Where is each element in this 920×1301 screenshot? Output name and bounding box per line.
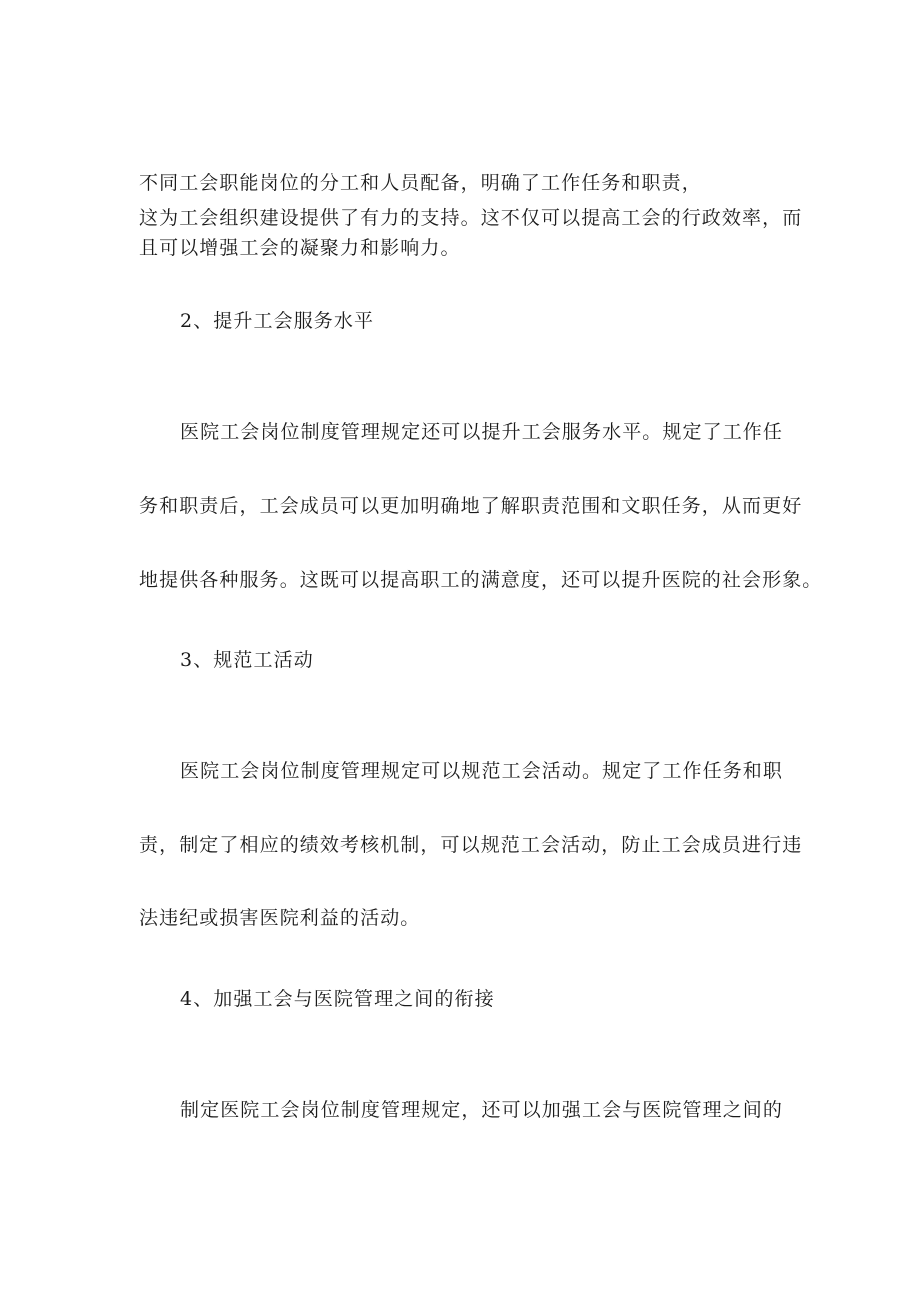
- paragraph-line: 地提供各种服务。这既可以提高职工的满意度，还可以提升医院的社会形象。: [139, 569, 823, 591]
- paragraph-line: 医院工会岗位制度管理规定可以规范工会活动。规定了工作任务和职: [180, 760, 784, 782]
- paragraph-line: 医院工会岗位制度管理规定还可以提升工会服务水平。规定了工作任: [180, 421, 784, 443]
- paragraph-line: 责，制定了相应的绩效考核机制，可以规范工会活动，防止工会成员进行违: [139, 834, 803, 856]
- section-heading-4: 4、加强工会与医院管理之间的衔接: [180, 988, 495, 1010]
- paragraph-line: 制定医院工会岗位制度管理规定，还可以加强工会与医院管理之间的: [180, 1099, 784, 1121]
- paragraph-line: 法违纪或损害医院利益的活动。: [139, 907, 421, 929]
- paragraph-line: 不同工会职能岗位的分工和人员配备，明确了工作任务和职责，: [139, 172, 702, 194]
- paragraph-line: 这为工会组织建设提供了有力的支持。这不仅可以提高工会的行政效率，而: [139, 207, 803, 229]
- section-heading-3: 3、规范工活动: [180, 649, 314, 671]
- section-heading-2: 2、提升工会服务水平: [180, 310, 375, 332]
- paragraph-line: 务和职责后，工会成员可以更加明确地了解职责范围和文职任务，从而更好: [139, 495, 803, 517]
- paragraph-line: 且可以增强工会的凝聚力和影响力。: [139, 237, 461, 259]
